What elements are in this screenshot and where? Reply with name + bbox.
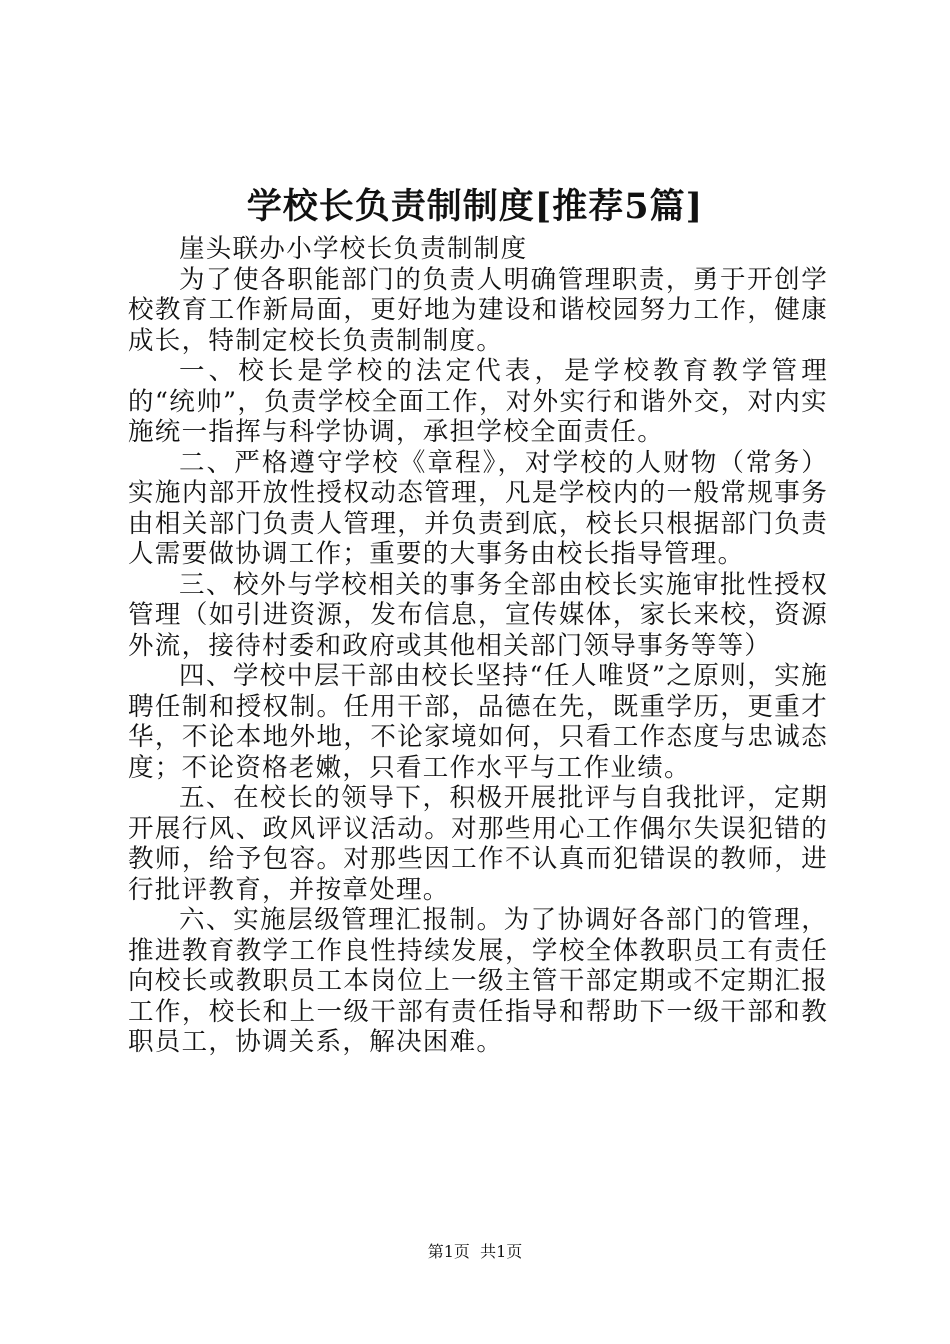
paragraph-item-2: 二、严格遵守学校《章程》，对学校的人财物（常务）实施内部开放性授权动态管理，凡是学校内的一般常规事务由相关部门负责人管理，并负责到底，校长只根据部门负责人需要做协调工作；重要的大事务由校长指导管理。 — [128, 447, 828, 569]
paragraph-item-1: 一、校长是学校的法定代表，是学校教育教学管理的“统帅”，负责学校全面工作，对外实行和谐外交，对内实施统一指挥与科学协调，承担学校全面责任。 — [128, 356, 828, 447]
paragraph-subtitle: 崖头联办小学校长负责制制度 — [179, 234, 528, 264]
page-number: 第1页 共1页 — [427, 1242, 523, 1261]
paragraph-item-5: 五、在校长的领导下，积极开展批评与自我批评，定期开展行风、政风评议活动。对那些用心工作偶尔失误犯错的教师，给予包容。对那些因工作不认真而犯错误的教师，进行批评教育，并按章处理。 — [128, 783, 828, 905]
document-body — [128, 234, 828, 1058]
paragraph-item-4: 四、学校中层干部由校长坚持“任人唯贤”之原则，实施聘任制和授权制。任用干部，品德在先，既重学历，更重才华，不论本地外地，不论家境如何，只看工作态度与忠诚态度；不论资格老嫩，只看工作水平与工作业绩。 — [128, 661, 828, 783]
paragraph-item-6: 六、实施层级管理汇报制。为了协调好各部门的管理，推进教育教学工作良性持续发展，学校全体教职员工有责任向校长或教职员工本岗位上一级主管干部定期或不定期汇报工作，校长和上一级干部有责任指导和帮助下一级干部和教职员工，协调关系，解决困难。 — [128, 905, 828, 1057]
document-title: 学校长负责制制度[推荐5篇] — [246, 186, 704, 227]
paragraph-item-3: 三、校外与学校相关的事务全部由校长实施审批性授权管理（如引进资源，发布信息，宣传媒体，家长来校，资源外流，接待村委和政府或其他相关部门领导事务等等） — [128, 569, 828, 661]
paragraph-intro: 为了使各职能部门的负责人明确管理职责，勇于开创学校教育工作新局面，更好地为建设和谐校园努力工作，健康成长，特制定校长负责制制度。 — [128, 264, 828, 356]
page-footer — [0, 1240, 950, 1264]
